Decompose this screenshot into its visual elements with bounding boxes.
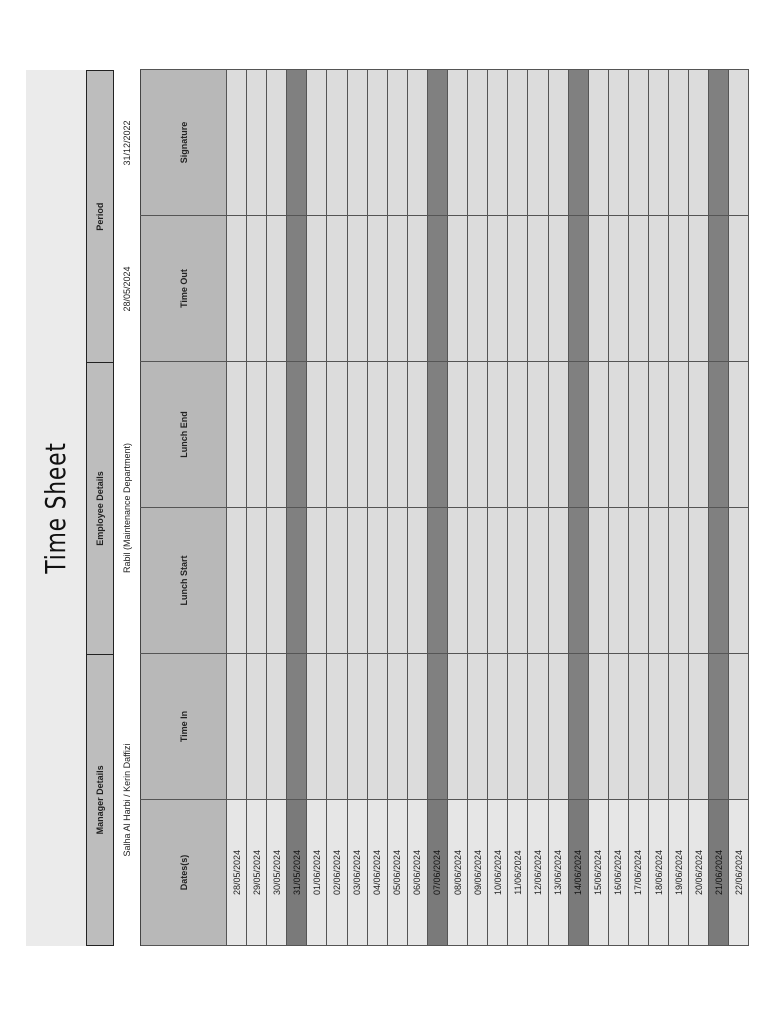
date-cell: 03/06/2024 (347, 800, 367, 946)
signature-cell[interactable] (508, 70, 528, 216)
column-header-dates: Dates(s) (141, 800, 227, 946)
signature-cell[interactable] (729, 70, 749, 216)
date-cell: 19/06/2024 (669, 800, 689, 946)
time-out-cell[interactable] (407, 216, 427, 362)
lunch-end-cell[interactable] (407, 362, 427, 508)
date-cell: 20/06/2024 (689, 800, 709, 946)
date-cell: 09/06/2024 (468, 800, 488, 946)
time-in-cell[interactable] (568, 654, 588, 800)
signature-cell[interactable] (327, 70, 347, 216)
lunch-start-cell[interactable] (669, 508, 689, 654)
lunch-start-cell[interactable] (729, 508, 749, 654)
time-out-cell[interactable] (548, 216, 568, 362)
lunch-end-cell[interactable] (608, 362, 628, 508)
lunch-end-cell[interactable] (367, 362, 387, 508)
time-out-cell[interactable] (709, 216, 729, 362)
lunch-start-cell[interactable] (488, 508, 508, 654)
lunch-end-cell[interactable] (568, 362, 588, 508)
time-out-cell[interactable] (287, 216, 307, 362)
time-in-cell[interactable] (488, 654, 508, 800)
time-in-cell[interactable] (508, 654, 528, 800)
time-in-cell[interactable] (247, 654, 267, 800)
signature-cell[interactable] (488, 70, 508, 216)
time-out-cell[interactable] (227, 216, 247, 362)
date-cell: 01/06/2024 (307, 800, 327, 946)
signature-cell[interactable] (608, 70, 628, 216)
lunch-end-cell[interactable] (488, 362, 508, 508)
time-in-cell[interactable] (648, 654, 668, 800)
lunch-end-cell[interactable] (588, 362, 608, 508)
date-cell: 10/06/2024 (488, 800, 508, 946)
time-in-cell[interactable] (407, 654, 427, 800)
table-row (307, 70, 327, 946)
lunch-start-cell[interactable] (347, 508, 367, 654)
signature-cell[interactable] (227, 70, 247, 216)
date-cell: 04/06/2024 (367, 800, 387, 946)
time-out-cell[interactable] (448, 216, 468, 362)
time-in-cell[interactable] (548, 654, 568, 800)
table-row (287, 70, 307, 946)
lunch-start-cell[interactable] (588, 508, 608, 654)
signature-cell[interactable] (267, 70, 287, 216)
table-row (347, 70, 367, 946)
lunch-start-cell[interactable] (548, 508, 568, 654)
table-row (669, 70, 689, 946)
period-end-value: 31/12/2022 (122, 120, 132, 166)
lunch-end-cell[interactable] (347, 362, 367, 508)
date-cell: 22/06/2024 (729, 800, 749, 946)
time-in-cell[interactable] (287, 654, 307, 800)
table-row (267, 70, 287, 946)
time-in-cell[interactable] (468, 654, 488, 800)
column-header-signature: Signature (141, 70, 227, 216)
date-cell: 14/06/2024 (568, 800, 588, 946)
lunch-start-cell[interactable] (287, 508, 307, 654)
lunch-end-cell[interactable] (508, 362, 528, 508)
time-in-cell[interactable] (669, 654, 689, 800)
table-row (729, 70, 749, 946)
lunch-end-cell[interactable] (448, 362, 468, 508)
date-cell: 17/06/2024 (628, 800, 648, 946)
time-in-cell[interactable] (367, 654, 387, 800)
table-row (548, 70, 568, 946)
time-in-cell[interactable] (448, 654, 468, 800)
time-out-cell[interactable] (468, 216, 488, 362)
employee-details-header: Employee Details (87, 362, 113, 653)
time-out-cell[interactable] (267, 216, 287, 362)
page-title: Time Sheet (39, 442, 72, 574)
lunch-end-cell[interactable] (287, 362, 307, 508)
column-header-lunch-end: Lunch End (141, 362, 227, 508)
lunch-end-cell[interactable] (648, 362, 668, 508)
signature-cell[interactable] (648, 70, 668, 216)
time-out-cell[interactable] (387, 216, 407, 362)
period-values (114, 70, 140, 362)
lunch-end-cell[interactable] (669, 362, 689, 508)
time-in-cell[interactable] (588, 654, 608, 800)
time-out-cell[interactable] (689, 216, 709, 362)
table-row (247, 70, 267, 946)
time-out-cell[interactable] (628, 216, 648, 362)
table-row (488, 70, 508, 946)
time-in-cell[interactable] (729, 654, 749, 800)
date-cell: 13/06/2024 (548, 800, 568, 946)
time-out-cell[interactable] (588, 216, 608, 362)
time-out-cell[interactable] (648, 216, 668, 362)
lunch-end-cell[interactable] (528, 362, 548, 508)
time-in-cell[interactable] (427, 654, 447, 800)
lunch-start-cell[interactable] (227, 508, 247, 654)
lunch-start-cell[interactable] (427, 508, 447, 654)
lunch-start-cell[interactable] (307, 508, 327, 654)
lunch-end-cell[interactable] (307, 362, 327, 508)
table-row (608, 70, 628, 946)
lunch-end-cell[interactable] (729, 362, 749, 508)
lunch-end-cell[interactable] (227, 362, 247, 508)
table-row (387, 70, 407, 946)
table-row (508, 70, 528, 946)
lunch-start-cell[interactable] (648, 508, 668, 654)
section-value-bar (114, 70, 140, 946)
lunch-end-cell[interactable] (689, 362, 709, 508)
time-out-cell[interactable] (508, 216, 528, 362)
table-row (427, 70, 447, 946)
lunch-end-cell[interactable] (548, 362, 568, 508)
lunch-start-cell[interactable] (448, 508, 468, 654)
table-header-row (141, 70, 227, 946)
lunch-end-cell[interactable] (247, 362, 267, 508)
time-sheet (26, 70, 744, 946)
signature-cell[interactable] (307, 70, 327, 216)
lunch-start-cell[interactable] (267, 508, 287, 654)
table-row (448, 70, 468, 946)
signature-cell[interactable] (689, 70, 709, 216)
time-out-cell[interactable] (528, 216, 548, 362)
table-row (568, 70, 588, 946)
lunch-end-cell[interactable] (628, 362, 648, 508)
time-in-cell[interactable] (608, 654, 628, 800)
lunch-start-cell[interactable] (247, 508, 267, 654)
signature-cell[interactable] (669, 70, 689, 216)
date-cell: 28/05/2024 (227, 800, 247, 946)
table-row (528, 70, 548, 946)
time-in-cell[interactable] (689, 654, 709, 800)
time-in-cell[interactable] (267, 654, 287, 800)
time-out-cell[interactable] (307, 216, 327, 362)
date-cell: 15/06/2024 (588, 800, 608, 946)
date-cell: 11/06/2024 (508, 800, 528, 946)
section-header-bar (86, 70, 114, 946)
signature-cell[interactable] (468, 70, 488, 216)
signature-cell[interactable] (247, 70, 267, 216)
date-cell: 12/06/2024 (528, 800, 548, 946)
date-cell: 16/06/2024 (608, 800, 628, 946)
table-row (327, 70, 347, 946)
lunch-start-cell[interactable] (608, 508, 628, 654)
table-row (628, 70, 648, 946)
lunch-start-cell[interactable] (327, 508, 347, 654)
lunch-end-cell[interactable] (387, 362, 407, 508)
signature-cell[interactable] (407, 70, 427, 216)
time-in-cell[interactable] (628, 654, 648, 800)
signature-cell[interactable] (367, 70, 387, 216)
lunch-end-cell[interactable] (709, 362, 729, 508)
column-header-time-out: Time Out (141, 216, 227, 362)
time-out-cell[interactable] (367, 216, 387, 362)
time-in-cell[interactable] (528, 654, 548, 800)
table-row (227, 70, 247, 946)
signature-cell[interactable] (709, 70, 729, 216)
time-in-cell[interactable] (709, 654, 729, 800)
time-out-cell[interactable] (488, 216, 508, 362)
signature-cell[interactable] (588, 70, 608, 216)
date-cell: 29/05/2024 (247, 800, 267, 946)
date-cell: 31/05/2024 (287, 800, 307, 946)
lunch-start-cell[interactable] (689, 508, 709, 654)
date-cell: 30/05/2024 (267, 800, 287, 946)
lunch-start-cell[interactable] (568, 508, 588, 654)
date-cell: 18/06/2024 (648, 800, 668, 946)
date-cell: 06/06/2024 (407, 800, 427, 946)
time-in-cell[interactable] (227, 654, 247, 800)
table-row (709, 70, 729, 946)
time-out-cell[interactable] (729, 216, 749, 362)
timesheet-table (140, 69, 749, 946)
table-row (367, 70, 387, 946)
lunch-end-cell[interactable] (468, 362, 488, 508)
lunch-start-cell[interactable] (709, 508, 729, 654)
table-row (407, 70, 427, 946)
table-row (648, 70, 668, 946)
time-out-cell[interactable] (608, 216, 628, 362)
signature-cell[interactable] (548, 70, 568, 216)
signature-cell[interactable] (347, 70, 367, 216)
table-body (227, 70, 749, 946)
date-cell: 02/06/2024 (327, 800, 347, 946)
period-start-value: 28/05/2024 (122, 266, 132, 312)
time-out-cell[interactable] (347, 216, 367, 362)
date-cell: 05/06/2024 (387, 800, 407, 946)
time-out-cell[interactable] (247, 216, 267, 362)
lunch-end-cell[interactable] (267, 362, 287, 508)
date-cell: 08/06/2024 (448, 800, 468, 946)
time-in-cell[interactable] (347, 654, 367, 800)
lunch-start-cell[interactable] (407, 508, 427, 654)
signature-cell[interactable] (628, 70, 648, 216)
time-out-cell[interactable] (327, 216, 347, 362)
lunch-start-cell[interactable] (628, 508, 648, 654)
signature-cell[interactable] (448, 70, 468, 216)
column-header-lunch-start: Lunch Start (141, 508, 227, 654)
period-header: Period (87, 71, 113, 362)
date-cell: 21/06/2024 (709, 800, 729, 946)
lunch-end-cell[interactable] (427, 362, 447, 508)
table-row (588, 70, 608, 946)
date-cell: 07/06/2024 (427, 800, 447, 946)
signature-cell[interactable] (568, 70, 588, 216)
column-header-time-in: Time In (141, 654, 227, 800)
lunch-start-cell[interactable] (468, 508, 488, 654)
lunch-start-cell[interactable] (508, 508, 528, 654)
signature-cell[interactable] (287, 70, 307, 216)
employee-name-value: Rabil (Maintenance Department) (122, 442, 132, 574)
signature-cell[interactable] (528, 70, 548, 216)
signature-cell[interactable] (427, 70, 447, 216)
time-in-cell[interactable] (387, 654, 407, 800)
lunch-end-cell[interactable] (327, 362, 347, 508)
time-out-cell[interactable] (669, 216, 689, 362)
manager-details-header: Manager Details (87, 654, 113, 945)
lunch-start-cell[interactable] (367, 508, 387, 654)
table-row (468, 70, 488, 946)
signature-cell[interactable] (387, 70, 407, 216)
lunch-start-cell[interactable] (528, 508, 548, 654)
lunch-start-cell[interactable] (387, 508, 407, 654)
manager-name-value: Salha Al Harbi / Kerin Daffizi (122, 743, 132, 857)
time-in-cell[interactable] (307, 654, 327, 800)
table-row (689, 70, 709, 946)
time-in-cell[interactable] (327, 654, 347, 800)
time-out-cell[interactable] (427, 216, 447, 362)
time-out-cell[interactable] (568, 216, 588, 362)
